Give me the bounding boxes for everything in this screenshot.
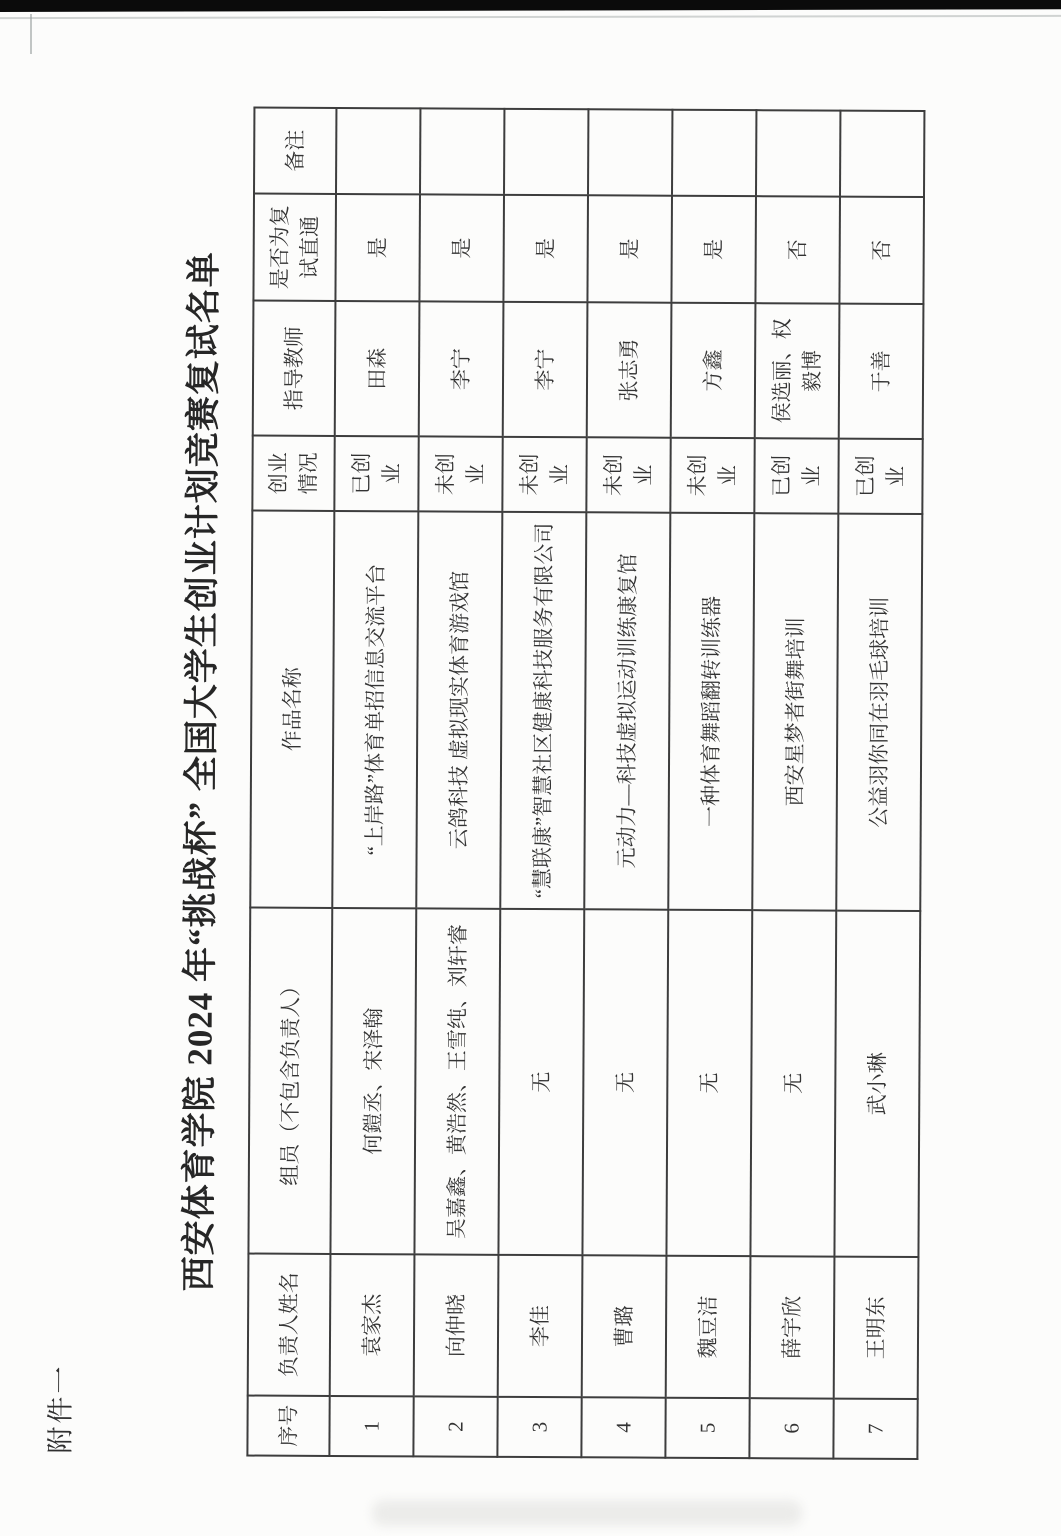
cell-project-name: 一种体育舞蹈翻转训练器 xyxy=(668,513,754,910)
cell-project-name: 公益羽你同在羽毛球培训 xyxy=(836,514,922,911)
header-startup-status: 创业情况 xyxy=(252,436,334,511)
cell-remark xyxy=(420,108,504,194)
cell-remark xyxy=(504,109,588,195)
cell-advisor: 方鑫 xyxy=(671,303,756,438)
cell-serial: 1 xyxy=(329,1396,413,1456)
cell-startup-status: 未创业 xyxy=(670,438,754,513)
table-row xyxy=(833,111,924,1459)
cell-leader-name: 袁家杰 xyxy=(330,1254,415,1396)
header-serial: 序号 xyxy=(247,1396,329,1456)
cell-startup-status: 已创业 xyxy=(754,438,838,513)
cell-members: 无 xyxy=(666,910,752,1256)
cell-members: 何鎧丞、宋泽翰 xyxy=(330,908,416,1254)
attachment-label: 附件一 xyxy=(45,1363,76,1454)
header-remark: 备注 xyxy=(254,108,336,194)
cell-members: 无 xyxy=(750,910,836,1256)
cell-project-name: 西安星梦者街舞培训 xyxy=(752,513,838,910)
table-row xyxy=(749,110,840,1458)
cell-members: 无 xyxy=(582,909,668,1255)
cell-leader-name: 王明东 xyxy=(834,1257,919,1399)
cell-startup-status: 未创业 xyxy=(502,437,586,512)
cell-members: 无 xyxy=(498,909,584,1255)
table-row xyxy=(581,109,672,1457)
cell-direct-pass: 否 xyxy=(755,196,840,303)
header-project-name: 作品名称 xyxy=(250,511,334,908)
cell-serial: 5 xyxy=(665,1398,749,1458)
table-row xyxy=(329,108,420,1456)
cell-serial: 2 xyxy=(413,1396,497,1456)
cell-remark xyxy=(756,110,840,196)
header-advisor: 指导教师 xyxy=(253,301,336,436)
cell-direct-pass: 否 xyxy=(839,197,924,304)
cell-project-name: “慧联康”智慧社区健康科技服务有限公司 xyxy=(500,512,586,909)
cell-direct-pass: 是 xyxy=(335,194,420,301)
cell-advisor: 田森 xyxy=(335,301,420,436)
cell-serial: 7 xyxy=(833,1399,917,1459)
header-members: 组员（不包含负责人） xyxy=(248,908,332,1254)
cell-startup-status: 未创业 xyxy=(586,437,670,512)
cell-serial: 4 xyxy=(581,1397,665,1457)
cell-members: 吴嘉鑫、黄浩然、王雪纯、刘轩睿 xyxy=(414,908,500,1254)
cell-leader-name: 魏豆洁 xyxy=(666,1256,751,1398)
cell-leader-name: 薛宇欣 xyxy=(750,1256,835,1398)
cell-remark xyxy=(588,109,672,195)
document-title: 西安体育学院 2024 年“挑战杯” 全国大学生创业计划竞赛复试名单 xyxy=(179,251,224,1292)
cell-startup-status: 已创业 xyxy=(334,436,418,511)
table-header-row xyxy=(247,108,336,1456)
cell-advisor: 李宁 xyxy=(503,302,588,437)
cell-members: 武小琳 xyxy=(834,911,920,1257)
cell-advisor: 侯选丽、权毅博 xyxy=(755,303,840,438)
retest-roster-table xyxy=(246,107,925,1461)
cell-remark xyxy=(672,110,756,196)
cell-project-name: “上岸路”体育单招信息交流平台 xyxy=(332,511,418,908)
cell-startup-status: 未创业 xyxy=(418,436,502,511)
cell-serial: 6 xyxy=(749,1398,833,1458)
cell-leader-name: 曹璐 xyxy=(582,1255,667,1397)
cell-direct-pass: 是 xyxy=(587,195,672,302)
cell-direct-pass: 是 xyxy=(419,194,504,301)
cell-direct-pass: 是 xyxy=(671,196,756,303)
table-row xyxy=(665,110,756,1458)
cell-remark xyxy=(840,111,924,197)
cell-project-name: 元动力—科技虚拟运动训练康复馆 xyxy=(584,512,670,909)
cell-advisor: 李宁 xyxy=(419,301,504,436)
cell-leader-name: 向仲晓 xyxy=(414,1254,499,1396)
header-direct-pass: 是否为复试直通 xyxy=(253,194,336,301)
table-row xyxy=(413,108,504,1456)
cell-direct-pass: 是 xyxy=(503,195,588,302)
cell-project-name: 云鸽科技 虚拟现实体育游戏馆 xyxy=(416,511,502,908)
cell-advisor: 张志勇 xyxy=(587,302,672,437)
cell-leader-name: 李佳 xyxy=(498,1255,583,1397)
table-row xyxy=(497,109,588,1457)
cell-serial: 3 xyxy=(497,1397,581,1457)
cell-remark xyxy=(336,108,420,194)
header-leader-name: 负责人姓名 xyxy=(248,1254,331,1396)
cell-advisor: 于善 xyxy=(839,304,924,439)
cell-startup-status: 已创业 xyxy=(838,439,922,514)
